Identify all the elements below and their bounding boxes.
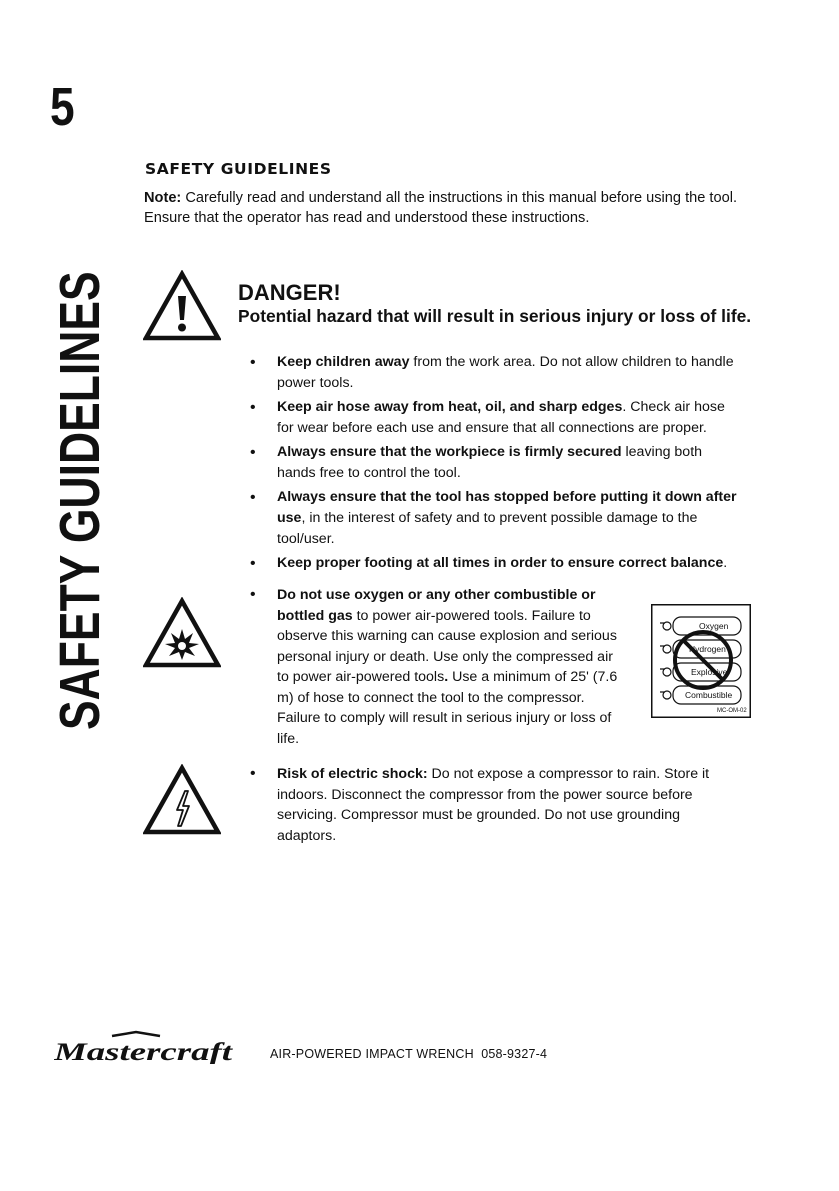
danger-subtitle: Potential hazard that will result in serious injury or loss of life. [238,306,752,326]
electric-shock-icon [143,764,221,836]
list-item: • Always ensure that the tool has stopped before putting it down after use, in the interest of safety and to prevent possible damage to the tool/user. [250,487,740,550]
brand-name: Mastercraft [54,1039,234,1064]
gas-label-oxygen: Oxygen [699,621,729,631]
gas-label-hydrogen: Hydrogen [689,644,726,654]
list-item: • Always ensure that the workpiece is firmly secured leaving both hands free to control the tool. [250,442,740,484]
list-item: • Keep proper footing at all times in order to ensure correct balance. [250,553,740,574]
explosion-warning-icon [143,597,221,669]
list-item: • Risk of electric shock: Do not expose a compressor to rain. Store it indoors. Disconnect the compressor from the power source before servicing. Compressor must be grounded. Do not use grounding adaptors. [250,764,740,846]
danger-title: DANGER! [238,280,341,305]
danger-exclamation-icon [143,270,221,342]
gas-label-explosive: Explosive [691,667,728,677]
gas-warning-list [250,585,620,749]
section-heading: SAFETY GUIDELINES [145,160,332,178]
note-label: Note: [144,190,182,206]
mastercraft-logo [54,1030,234,1069]
list-item: • Keep air hose away from heat, oil, and sharp edges. Check air hose for wear before each use and ensure that all connections are proper. [250,397,740,439]
footer-product: AIR-POWERED IMPACT WRENCH 058-9327-4 [270,1047,548,1061]
list-item: • Do not use oxygen or any other combustible or bottled gas to power air-powered tools. Failure to observe this warning can cause explosion and serious personal injury or death. Use only the compressed air to power air-powered tools. Use a minimum of 25' (7.6 m) of hose to connect the tool to the compressor. Failure to comply will result in serious injury or loss of life. [250,585,620,749]
note-paragraph [144,188,744,228]
page-number: 5 [50,77,75,137]
no-gas-cylinders-figure [651,604,751,718]
side-title: SAFETY GUIDELINES [48,271,112,730]
safety-bullet-list [250,352,740,577]
shock-warning-list [250,764,740,846]
note-text: Carefully read and understand all the instructions in this manual before using the tool. Ensure that the operator has read and understood these instructions. [144,190,737,226]
figure-code: MC-OM-02 [717,708,747,714]
gas-label-combustible: Combustible [685,690,733,700]
list-item: • Keep children away from the work area. Do not allow children to handle power tools. [250,352,740,394]
